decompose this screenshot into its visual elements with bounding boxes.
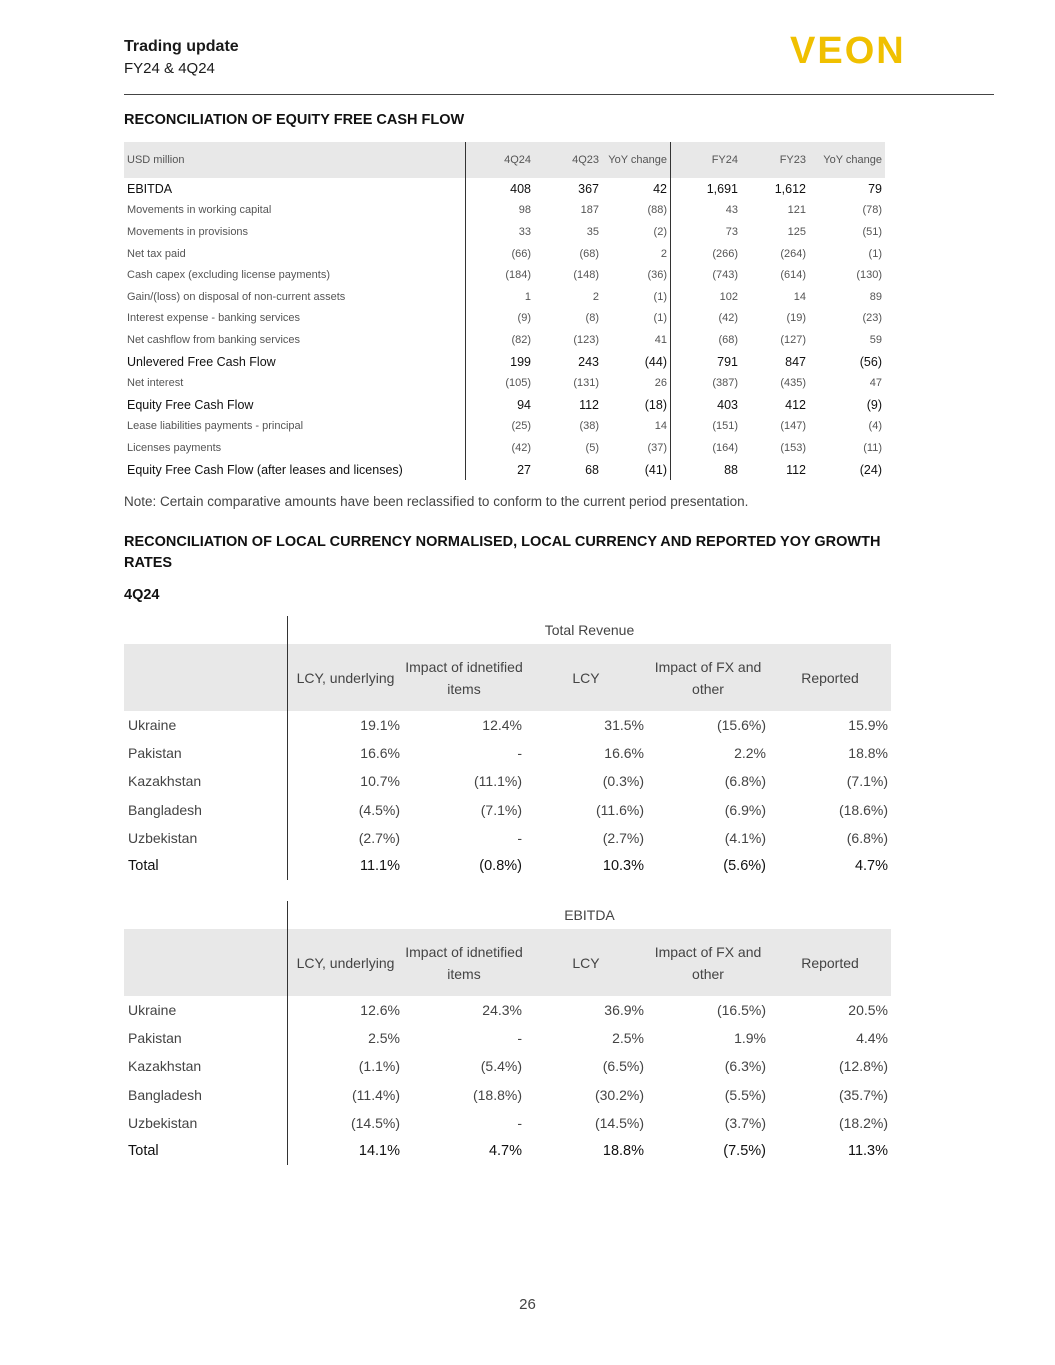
table-cell: -	[517, 1114, 522, 1131]
table-cell: 43	[671, 200, 742, 222]
table-header-row	[124, 142, 885, 178]
table-cell: (8)	[585, 312, 599, 325]
table-cell: (3.7%)	[724, 1114, 766, 1131]
table-row	[124, 264, 885, 286]
caption-row	[124, 901, 891, 929]
column-header: USD million	[124, 142, 466, 178]
empty-cell	[124, 901, 288, 929]
table-cell: (148)	[573, 269, 599, 282]
row-label: Bangladesh	[124, 1081, 288, 1109]
table-cell: 102	[671, 286, 742, 308]
table-cell: 791	[671, 351, 742, 373]
document-subtitle: FY24 & 4Q24	[124, 60, 215, 77]
section-title-growth-rates-cont: RATES	[124, 555, 173, 571]
table-cell: (42)	[671, 308, 742, 330]
table-cell: (88)	[647, 204, 667, 217]
table-cell: 1.9%	[734, 1030, 766, 1047]
table-header-row	[124, 644, 891, 711]
table-cell: 12.6%	[360, 1002, 400, 1019]
column-header: FY24	[671, 142, 742, 178]
table-cell: (11.4%)	[352, 1086, 400, 1103]
row-label: Equity Free Cash Flow (after leases and licenses)	[124, 459, 466, 481]
table-cell: 47	[869, 377, 882, 390]
table-cell: 18.8%	[848, 745, 888, 762]
table-cell: (82)	[511, 333, 531, 346]
table-cell: 121	[787, 204, 806, 217]
table-cell: (37)	[647, 441, 667, 454]
empty-cell	[124, 616, 288, 644]
table-cell: (44)	[644, 354, 667, 369]
table-row	[124, 308, 885, 330]
table-cell: (5.4%)	[480, 1058, 522, 1075]
table-cell: 2	[660, 247, 667, 260]
table-cell: 4.7%	[854, 858, 888, 875]
table-cell: 4.4%	[856, 1030, 888, 1047]
table-cell: (25)	[511, 420, 531, 433]
column-header: Impact of idnetified items	[403, 929, 525, 996]
table-row	[124, 200, 885, 222]
table-caption: EBITDA	[564, 907, 615, 923]
table-cell: 16.6%	[360, 745, 400, 762]
table-row	[124, 1052, 891, 1080]
table-cell: (4.5%)	[358, 801, 400, 818]
table-row	[124, 767, 891, 795]
table-cell: (147)	[780, 420, 806, 433]
row-label: Net tax paid	[124, 243, 466, 265]
table-cell: (131)	[573, 377, 599, 390]
table-row	[124, 1081, 891, 1109]
table-caption: Total Revenue	[544, 622, 635, 638]
table-cell: (11.1%)	[474, 773, 522, 790]
row-label: Movements in working capital	[124, 200, 466, 222]
table-cell: 35	[586, 225, 599, 238]
table-cell: (130)	[856, 269, 882, 282]
row-label: Uzbekistan	[124, 824, 288, 852]
table-cell: 125	[787, 225, 806, 238]
table-cell: (743)	[671, 264, 742, 286]
row-label: Net cashflow from banking services	[124, 329, 466, 351]
table-cell: (14.5%)	[350, 1114, 400, 1131]
table-cell: 42	[653, 181, 667, 196]
table-cell: 27	[517, 462, 531, 477]
row-label: Unlevered Free Cash Flow	[124, 351, 466, 373]
table-cell: (1.1%)	[358, 1058, 400, 1075]
section-title-growth-rates: RECONCILIATION OF LOCAL CURRENCY NORMALISED, LOCAL CURRENCY AND REPORTED YOY GROWTH	[124, 534, 881, 550]
row-label: Gain/(loss) on disposal of non-current assets	[124, 286, 466, 308]
table-cell: -	[517, 745, 522, 762]
table-row	[124, 824, 891, 852]
row-label: Equity Free Cash Flow	[124, 394, 466, 416]
table-cell: 19.1%	[360, 717, 400, 734]
table-cell: 11.1%	[359, 858, 400, 875]
column-header: 4Q24	[466, 142, 535, 178]
caption-row	[124, 616, 891, 644]
table-row	[124, 329, 885, 351]
table-cell: (14.5%)	[594, 1114, 644, 1131]
column-header: Reported	[769, 929, 891, 996]
table-cell: 24.3%	[482, 1002, 522, 1019]
table-cell: (151)	[671, 416, 742, 438]
row-label: Pakistan	[124, 1024, 288, 1052]
table-cell: 41	[654, 333, 667, 346]
row-label: Cash capex (excluding license payments)	[124, 264, 466, 286]
table-cell: (68)	[671, 329, 742, 351]
table-cell: 408	[510, 181, 531, 196]
table-cell: (6.8%)	[724, 773, 766, 790]
table-cell: (264)	[780, 247, 806, 260]
table-cell: (11)	[863, 441, 882, 454]
table-header-row	[124, 929, 891, 996]
table-cell: 14	[793, 290, 806, 303]
page-number: 26	[519, 1296, 536, 1313]
row-label: Ukraine	[124, 996, 288, 1024]
table-cell: (16.5%)	[716, 1002, 766, 1019]
row-label: Licenses payments	[124, 437, 466, 459]
table-cell: (35.7%)	[838, 1086, 888, 1103]
table-cell: 88	[671, 459, 742, 481]
table-cell: 187	[580, 204, 599, 217]
table-cell: (2.7%)	[358, 829, 400, 846]
table-cell: (38)	[579, 420, 599, 433]
row-label: Movements in provisions	[124, 221, 466, 243]
table-cell: (68)	[579, 247, 599, 260]
table-cell: -	[517, 1030, 522, 1047]
reclassification-note: Note: Certain comparative amounts have been reclassified to conform to the current period presentation.	[124, 494, 749, 509]
table-row	[124, 996, 891, 1024]
ebitda-growth-table	[124, 901, 891, 1165]
table-cell: (6.9%)	[724, 801, 766, 818]
table-cell: 367	[578, 181, 599, 196]
column-header: Reported	[769, 644, 891, 711]
table-cell: 4.7%	[488, 1143, 522, 1160]
row-label: Total	[124, 1137, 288, 1165]
table-cell: 10.7%	[360, 773, 400, 790]
table-row	[124, 1137, 891, 1165]
row-label: Ukraine	[124, 711, 288, 739]
table-cell: (164)	[671, 437, 742, 459]
table-cell: (0.8%)	[479, 858, 522, 875]
table-cell: 1	[524, 290, 531, 303]
table-cell: (435)	[780, 377, 806, 390]
table-cell: 79	[868, 181, 882, 196]
table-cell: 26	[654, 377, 667, 390]
table-cell: (266)	[671, 243, 742, 265]
table-cell: (15.6%)	[716, 717, 766, 734]
table-cell: 31.5%	[604, 717, 644, 734]
table-row	[124, 416, 885, 438]
table-cell: (6.8%)	[846, 829, 888, 846]
table-row	[124, 221, 885, 243]
column-header: Impact of FX and other	[647, 644, 769, 711]
table-cell: 68	[585, 462, 599, 477]
table-cell: (6.5%)	[602, 1058, 644, 1075]
table-cell: (7.1%)	[480, 801, 522, 818]
empty-header-cell	[124, 644, 288, 711]
table-cell: (12.8%)	[838, 1058, 888, 1075]
table-cell: 2.5%	[612, 1030, 644, 1047]
row-label: Kazakhstan	[124, 1052, 288, 1080]
header-divider	[124, 94, 994, 95]
table-cell: 20.5%	[848, 1002, 888, 1019]
row-label: Total	[124, 852, 288, 880]
table-row	[124, 394, 885, 416]
table-cell: (30.2%)	[594, 1086, 644, 1103]
column-header: YoY change	[809, 142, 885, 178]
table-cell: (2)	[653, 225, 667, 238]
veon-logo: VEON	[790, 30, 906, 72]
row-label: Bangladesh	[124, 796, 288, 824]
table-cell: (18.2%)	[838, 1114, 888, 1131]
table-cell: 14	[654, 420, 667, 433]
table-cell: 15.9%	[848, 717, 888, 734]
table-row	[124, 1024, 891, 1052]
table-cell: (9)	[517, 312, 531, 325]
table-cell: (2.7%)	[602, 829, 644, 846]
table-cell: 2.5%	[368, 1030, 400, 1047]
column-header: Impact of FX and other	[647, 929, 769, 996]
table-cell: 98	[518, 204, 531, 217]
table-cell: 11.3%	[847, 1143, 888, 1160]
table-cell: (4.1%)	[724, 829, 766, 846]
table-row	[124, 711, 891, 739]
table-row	[124, 372, 885, 394]
table-row	[124, 739, 891, 767]
column-header: LCY	[525, 929, 647, 996]
document-title: Trading update	[124, 38, 239, 55]
table-cell: 89	[869, 290, 882, 303]
table-cell: 1,691	[671, 178, 742, 200]
row-label: Kazakhstan	[124, 767, 288, 795]
table-cell: 59	[869, 333, 882, 346]
table-cell: (18.8%)	[472, 1086, 522, 1103]
table-cell: 36.9%	[604, 1002, 644, 1019]
table-cell: (19)	[786, 312, 806, 325]
column-header: YoY change	[602, 142, 671, 178]
table-row	[124, 178, 885, 200]
table-cell: (5.6%)	[723, 858, 766, 875]
table-cell: 10.3%	[602, 858, 644, 875]
table-cell: (387)	[671, 372, 742, 394]
table-cell: (0.3%)	[602, 773, 644, 790]
table-cell: (1)	[653, 312, 667, 325]
table-cell: 403	[671, 394, 742, 416]
table-row	[124, 1109, 891, 1137]
table-cell: (56)	[859, 354, 882, 369]
table-cell: (9)	[866, 397, 882, 412]
section-title-equity-fcf: RECONCILIATION OF EQUITY FREE CASH FLOW	[124, 112, 465, 128]
table-cell: (66)	[511, 247, 531, 260]
table-cell: 199	[510, 354, 531, 369]
column-header: FY23	[741, 142, 809, 178]
table-cell: (7.1%)	[846, 773, 888, 790]
table-cell: 2.2%	[734, 745, 766, 762]
table-cell: (105)	[505, 377, 531, 390]
equity-fcf-table	[124, 142, 886, 480]
table-cell: (153)	[780, 441, 806, 454]
table-cell: 112	[786, 462, 806, 477]
column-header: 4Q23	[534, 142, 602, 178]
table-cell: (1)	[653, 290, 667, 303]
table-cell: (11.6%)	[596, 801, 644, 818]
column-header: LCY	[525, 644, 647, 711]
column-header: LCY, underlying	[288, 644, 404, 711]
table-cell: 94	[517, 397, 531, 412]
table-cell: (5.5%)	[724, 1086, 766, 1103]
column-header: LCY, underlying	[288, 929, 404, 996]
table-cell: 243	[578, 354, 599, 369]
table-cell: 1,612	[774, 181, 806, 196]
table-row	[124, 437, 885, 459]
table-row	[124, 459, 885, 481]
table-cell: (18.6%)	[838, 801, 888, 818]
revenue-growth-table	[124, 616, 891, 880]
table-row	[124, 243, 885, 265]
table-cell: (5)	[585, 441, 599, 454]
table-cell: -	[517, 829, 522, 846]
table-cell: (184)	[505, 269, 531, 282]
table-cell: 14.1%	[358, 1143, 400, 1160]
table-row	[124, 351, 885, 373]
empty-header-cell	[124, 929, 288, 996]
row-label: EBITDA	[124, 178, 466, 200]
table-cell: (18)	[644, 397, 667, 412]
table-cell: 847	[785, 354, 806, 369]
table-cell: (127)	[780, 333, 806, 346]
table-cell: (123)	[573, 333, 599, 346]
table-cell: 18.8%	[602, 1143, 644, 1160]
table-cell: (36)	[647, 269, 667, 282]
table-cell: 12.4%	[482, 717, 522, 734]
table-cell: (6.3%)	[724, 1058, 766, 1075]
table-cell: (51)	[862, 225, 882, 238]
row-label: Uzbekistan	[124, 1109, 288, 1137]
row-label: Lease liabilities payments - principal	[124, 416, 466, 438]
table-cell: 412	[785, 397, 806, 412]
table-cell: 73	[671, 221, 742, 243]
table-cell: (1)	[868, 247, 882, 260]
table-row	[124, 796, 891, 824]
period-label: 4Q24	[124, 587, 160, 603]
table-cell: (7.5%)	[723, 1143, 766, 1160]
table-cell: 112	[579, 397, 599, 412]
table-cell: 2	[592, 290, 599, 303]
row-label: Interest expense - banking services	[124, 308, 466, 330]
column-header: Impact of idnetified items	[403, 644, 525, 711]
table-cell: (24)	[859, 462, 882, 477]
table-cell: (78)	[862, 204, 882, 217]
table-row	[124, 852, 891, 880]
row-label: Pakistan	[124, 739, 288, 767]
table-cell: 33	[518, 225, 531, 238]
table-cell: (614)	[780, 269, 806, 282]
row-label: Net interest	[124, 372, 466, 394]
table-cell: (23)	[862, 312, 882, 325]
table-cell: (4)	[868, 420, 882, 433]
table-cell: 16.6%	[604, 745, 644, 762]
table-row	[124, 286, 885, 308]
table-cell: (41)	[644, 462, 667, 477]
table-cell: (42)	[511, 441, 531, 454]
